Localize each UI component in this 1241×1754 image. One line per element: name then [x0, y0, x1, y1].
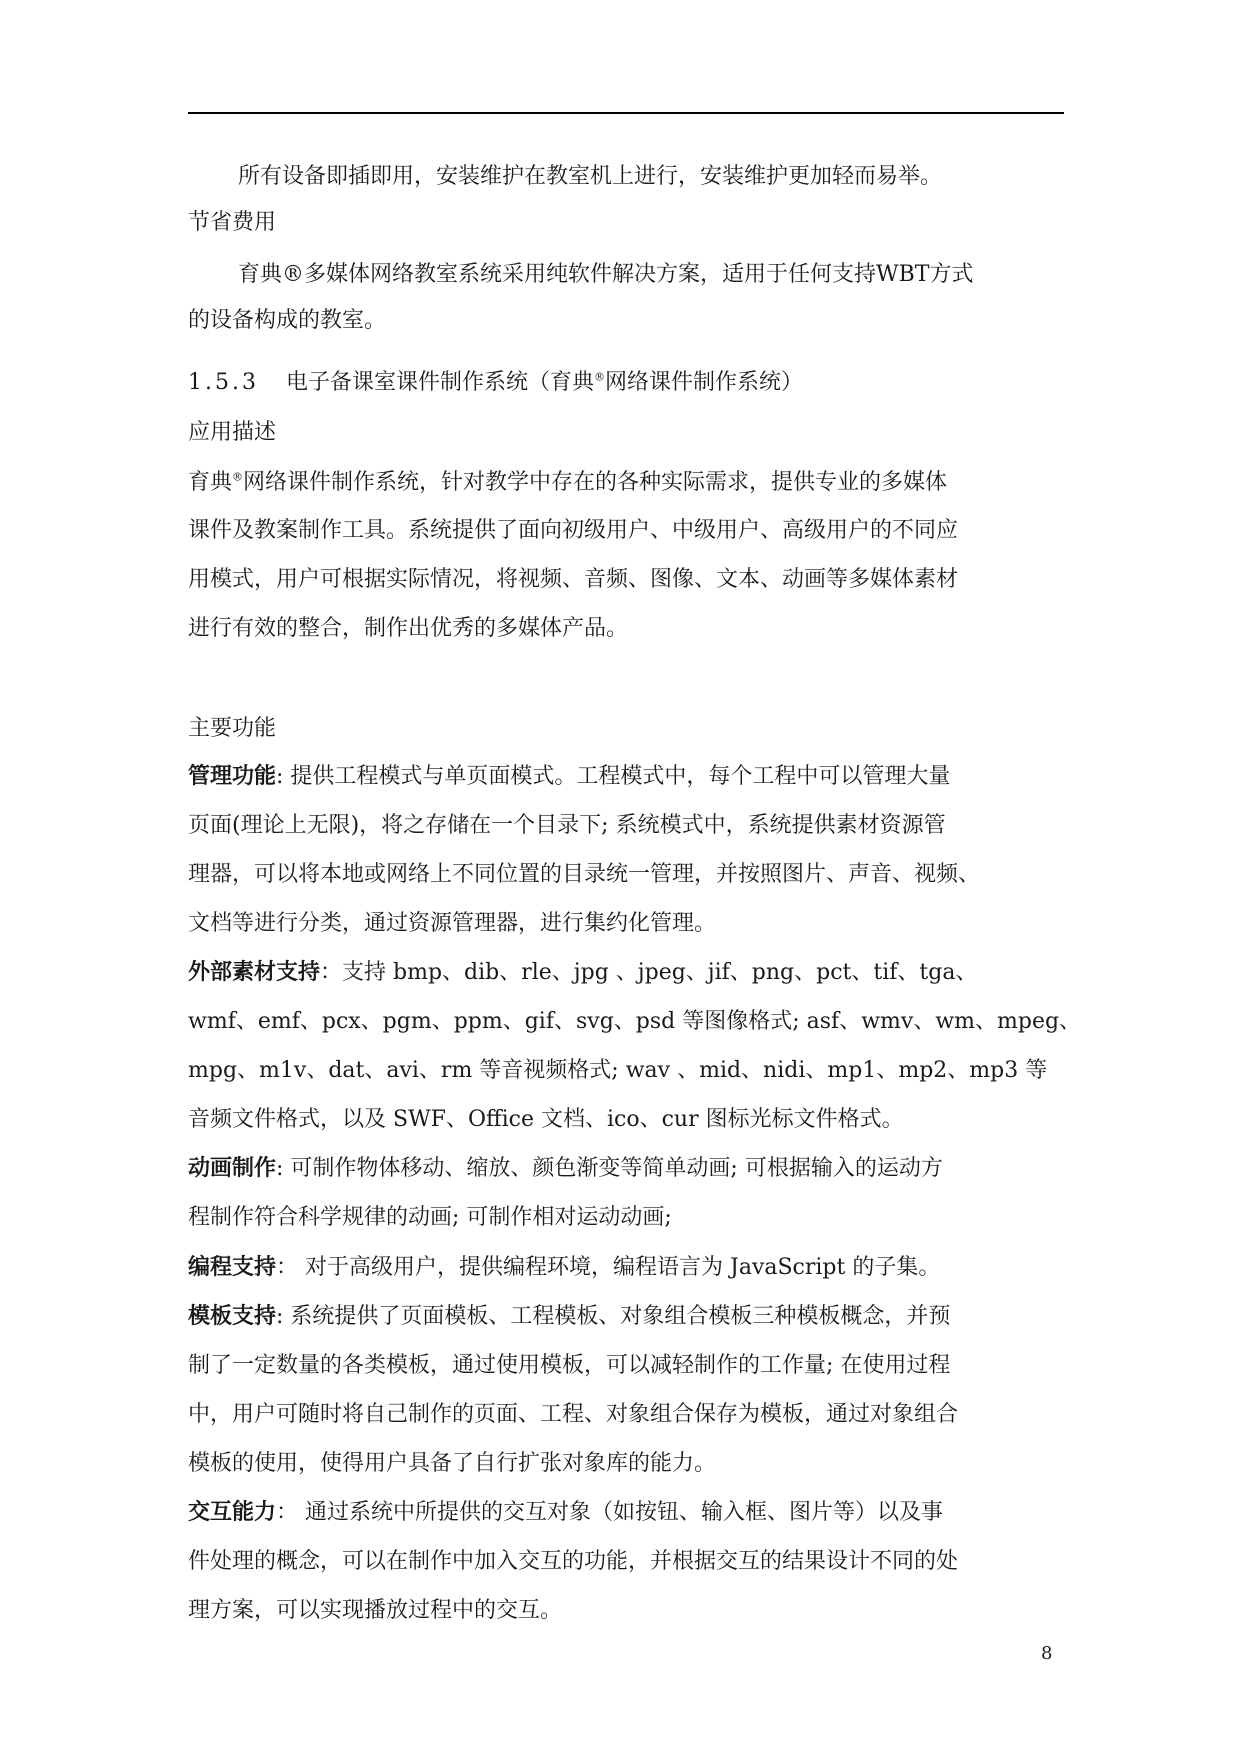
- feature-label: 管理功能: [188, 764, 277, 789]
- section-heading: [188, 368, 1068, 398]
- paragraph-line: 育典®多媒体网络教室系统采用纯软件解决方案，适用于任何支持WBT方式: [238, 262, 974, 287]
- paragraph-line: 制了一定数量的各类模板，通过使用模板，可以减轻制作的工作量; 在使用过程: [188, 1353, 951, 1378]
- paragraph-line: 音频文件格式，以及 SWF、Office 文档、ico、cur 图标光标文件格式。: [188, 1107, 904, 1132]
- paragraph-line: mpg、m1v、dat、avi、rm 等音视频格式; wav 、mid、nidi、mp1、mp2、mp3 等: [188, 1058, 1048, 1083]
- feature-text: ： 通过系统中所提供的交互对象（如按钮、输入框、图片等）以及事: [276, 1500, 944, 1525]
- paragraph-line: wmf、emf、pcx、pgm、ppm、gif、svg、psd 等图像格式; asf、wmv、wm、mpeg、: [188, 1009, 1082, 1034]
- feature-text: : 系统提供了页面模板、工程模板、对象组合模板三种模板概念，并预: [276, 1304, 951, 1329]
- header-rule: [188, 112, 1064, 114]
- feature-label: 交互能力: [188, 1500, 277, 1525]
- paragraph-line: 所有设备即插即用，安装维护在教室机上进行，安装维护更加轻而易举。: [238, 164, 943, 189]
- subheading-features: 主要功能: [188, 716, 277, 741]
- paragraph-line: 用模式，用户可根据实际情况，将视频、音频、图像、文本、动画等多媒体素材: [188, 567, 959, 592]
- feature-text: ：支持 bmp、dib、rle、jpg 、jpeg、jif、png、pct、tif、tga、: [320, 960, 978, 985]
- paragraph-line: [188, 468, 1068, 498]
- feature-programming: [188, 1253, 1068, 1283]
- feature-interaction: [188, 1498, 1068, 1528]
- feature-label: 编程支持: [188, 1255, 277, 1280]
- paragraph-line: 文档等进行分类，通过资源管理器，进行集约化管理。: [188, 911, 717, 936]
- paragraph-line: 页面(理论上无限)，将之存储在一个目录下; 系统模式中，系统提供素材资源管: [188, 813, 946, 838]
- paragraph-line: 理器，可以将本地或网络上不同位置的目录统一管理，并按照图片、声音、视频、: [188, 862, 981, 887]
- feature-label: 动画制作: [188, 1156, 277, 1181]
- feature-template: [188, 1302, 1068, 1332]
- registered-mark: ®: [594, 370, 606, 384]
- section-number: 1.5.3: [188, 370, 259, 395]
- paragraph-line: 的设备构成的教室。: [188, 308, 387, 333]
- text-span: 育典: [188, 470, 233, 495]
- feature-animation: [188, 1154, 1068, 1184]
- section-title-part2: 网络课件制作系统）: [605, 370, 804, 395]
- paragraph-line: 理方案，可以实现播放过程中的交互。: [188, 1598, 563, 1623]
- feature-label: 模板支持: [188, 1304, 277, 1329]
- registered-mark: ®: [232, 470, 244, 484]
- paragraph-line: 件处理的概念，可以在制作中加入交互的功能，并根据交互的结果设计不同的处: [188, 1549, 959, 1574]
- paragraph-line: 中，用户可随时将自己制作的页面、工程、对象组合保存为模板，通过对象组合: [188, 1402, 959, 1427]
- subheading-savings: 节省费用: [188, 210, 277, 235]
- page-number: 8: [1041, 1643, 1053, 1664]
- paragraph-line: 模板的使用，使得用户具备了自行扩张对象库的能力。: [188, 1451, 717, 1476]
- feature-text: ： 对于高级用户，提供编程环境，编程语言为 JavaScript 的子集。: [276, 1255, 941, 1280]
- paragraph-line: 进行有效的整合，制作出优秀的多媒体产品。: [188, 616, 629, 641]
- section-title-part1: 电子备课室课件制作系统（育典: [286, 370, 595, 395]
- feature-management: [188, 762, 1068, 792]
- paragraph-line: 程制作符合科学规律的动画; 可制作相对运动动画;: [188, 1205, 672, 1230]
- feature-external-assets: [188, 958, 1068, 988]
- feature-text: : 提供工程模式与单页面模式。工程模式中，每个工程中可以管理大量: [276, 764, 951, 789]
- feature-label: 外部素材支持: [188, 960, 321, 985]
- feature-text: : 可制作物体移动、缩放、颜色渐变等简单动画; 可根据输入的运动方: [276, 1156, 943, 1181]
- subheading-app-desc: 应用描述: [188, 420, 277, 445]
- paragraph-line: 课件及教案制作工具。系统提供了面向初级用户、中级用户、高级用户的不同应: [188, 518, 959, 543]
- text-span: 网络课件制作系统，针对教学中存在的各种实际需求，提供专业的多媒体: [243, 470, 948, 495]
